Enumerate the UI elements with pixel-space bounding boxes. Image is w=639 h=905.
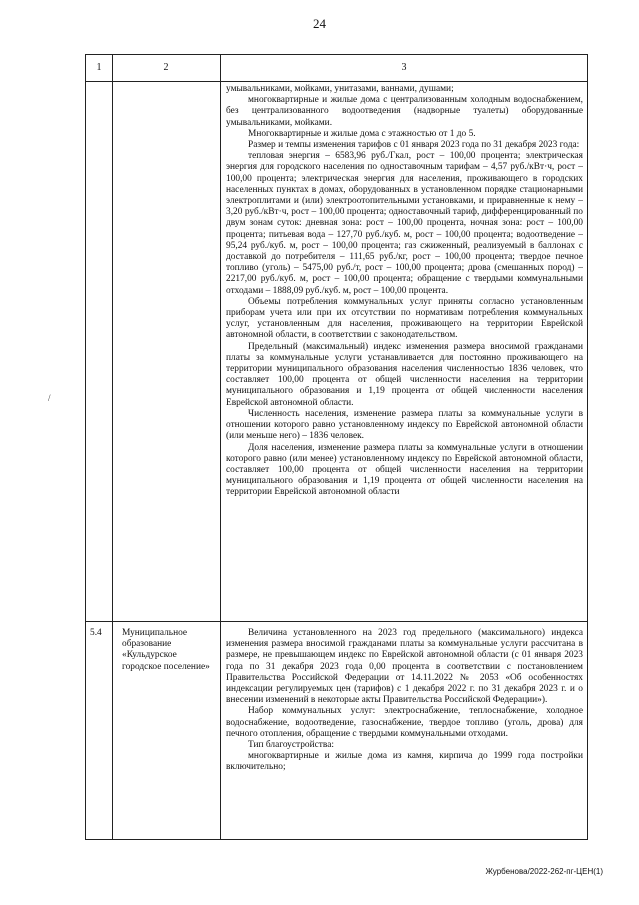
stray-mark: / bbox=[48, 393, 51, 403]
row-divider bbox=[86, 621, 587, 622]
paragraph: умывальниками, мойками, унитазами, ваннами, душами; bbox=[226, 84, 454, 94]
footer-document-code: Журбенова/2022-262-пг-ЦЕН(1) bbox=[485, 867, 603, 876]
page-number: 24 bbox=[313, 16, 326, 31]
paragraph: тепловая энергия – 6583,96 руб./Гкал, рост – 100,00 процента; электрическая энергия для городского населения по одноставочным тарифам – 4,57 руб./кВт·ч, рост – 100,00 процента; электрическая энергия для населения, проживающего в городских населенных пунктах в домах, оборудованных в установленном порядке стационарными электроплитами и (или) электроотопительными установками, и приравненные к нему – 3,20 руб./кВт·ч, рост – 100,00 процента; одноставочный тариф, дифференцированный по двум зонам суток: дневная зона: рост – 100,00 процента, ночная зона: рост – 100,00 процента; питьевая вода – 127,70 руб./куб. м, рост – 100,00 процента; водоотведение – 95,24 руб./куб. м, рост – 100,00 процента; газ сжиженный, реализуемый в баллонах с доставкой до потребителя – 111,65 руб./кг, рост – 100,00 процента; твердое печное топливо (уголь) – 5475,00 руб./т, рост – 100,00 процента; дрова (смешанных пород) – 2217,00 руб./куб. м, рост – 100,00 процента; обращение с твердыми коммунальными отходами – 1888,09 руб./куб. м, рост – 100,00 процента. bbox=[226, 151, 583, 296]
column-divider-2 bbox=[220, 55, 221, 839]
municipality-name: Муниципальное образование «Кульдурское городское поселение» bbox=[122, 628, 210, 672]
header-col-2: 2 bbox=[163, 62, 169, 73]
paragraph: Размер и темпы изменения тарифов с 01 января 2023 года по 31 декабря 2023 года: bbox=[248, 140, 580, 151]
header-col-3: 3 bbox=[401, 62, 407, 73]
document-table bbox=[85, 54, 588, 840]
paragraph: Предельный (максимальный) индекс изменения размера вносимой гражданами платы за коммунальные услуги устанавливается для постоянно проживающего на территории муниципального образования населения численностью 1836 человек, что составляет 100,00 процента от общей численности населения на территории муниципального образования и 1,19 процента от общей численности населения Еврейской автономной области. bbox=[226, 341, 583, 408]
header-col-1: 1 bbox=[96, 62, 102, 73]
paragraph: Тип благоустройства: bbox=[248, 740, 334, 751]
paragraph: Набор коммунальных услуг: электроснабжение, теплоснабжение, холодное водоснабжение, водоотведение, газоснабжение, твердое топливо (уголь, дрова) для печного отопления, обращение с твердыми коммунальными отходами. bbox=[226, 706, 583, 739]
column-divider-1 bbox=[112, 55, 113, 839]
previous-row-content bbox=[226, 84, 583, 499]
row-number: 5.4 bbox=[90, 628, 102, 638]
paragraph: Величина установленного на 2023 год предельного (максимального) индекса изменения размера вносимой гражданами платы за коммунальные услуги рассчитана в размере, не превышающем индекс по Еврейской автономной области (с 01 января 2023 года по 31 декабря 2023 года 0,00 процента в соответствии с постановлением Правительства Российской Федерации от 14.11.2022 № 2053 «Об особенностях индексации регулируемых цен (тарифов) с 1 декабря 2022 г. по 31 декабря 2023 г. и о внесении изменений в некоторые акты Правительства Российской Федерации»). bbox=[226, 628, 583, 706]
paragraph: многоквартирные и жилые дома с централизованным холодным водоснабжением, без централизованного водоотведения (надворные туалеты) оборудованные умывальниками, мойками. bbox=[226, 95, 583, 128]
paragraph: Объемы потребления коммунальных услуг приняты согласно установленным приборам учета или при их отсутствии по нормативам потребления коммунальных услуг, установленным для населения, проживающего на территории Еврейской автономной области, в соответствии с законодательством. bbox=[226, 296, 583, 341]
paragraph: многоквартирные и жилые дома из камня, кирпича до 1999 года постройки включительно; bbox=[226, 751, 583, 773]
paragraph: Численность населения, изменение размера платы за коммунальные услуги в отношении которого равно установленному индексу по Еврейской автономной области (или меньше него) – 1836 человек. bbox=[226, 408, 583, 442]
paragraph: Многоквартирные и жилые дома с этажностью от 1 до 5. bbox=[248, 128, 476, 139]
row-54-content bbox=[226, 628, 583, 774]
paragraph: Доля населения, изменение размера платы за коммунальные услуги в отношении которого равно (или менее) установленному индексу по Еврейской автономной области, составляет 100,00 процента от общей численности населения на территории муниципального образования и 1,19 процента от общей численности населения на территории Еврейской автономной области bbox=[226, 442, 583, 498]
header-divider bbox=[86, 81, 587, 82]
